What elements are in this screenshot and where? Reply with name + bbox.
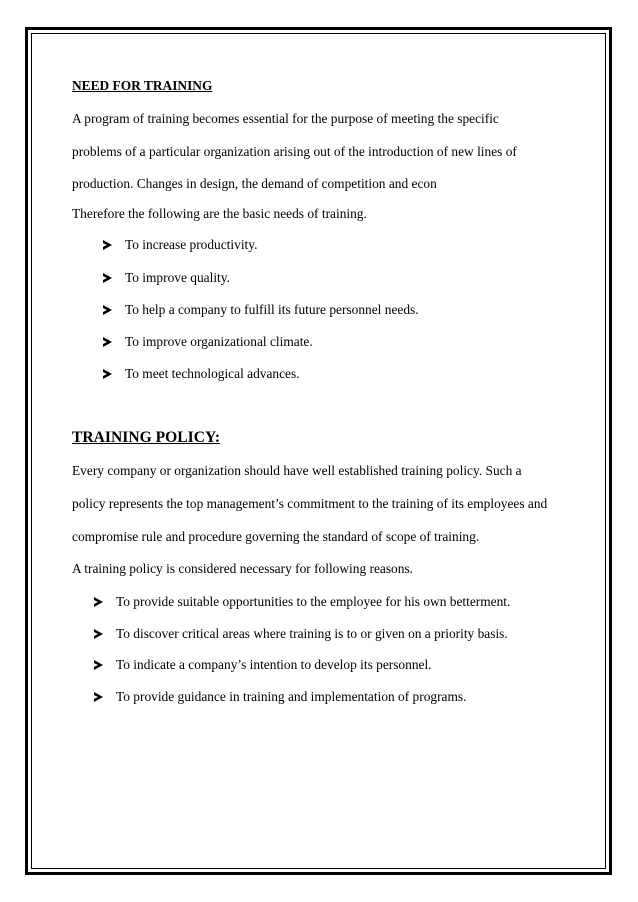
section-heading-need-for-training: NEED FOR TRAINING [72,78,213,93]
list-item [103,237,257,253]
section-heading-training-policy: TRAINING POLICY: [72,429,221,446]
arrow-bullet-icon [94,692,103,702]
list-item [94,626,508,642]
arrow-bullet-icon [103,240,112,250]
paragraph-line: Every company or organization should have well established training policy. Such a [72,463,522,478]
arrow-bullet-icon [103,337,112,347]
list-item [103,366,300,382]
paragraph-line: compromise rule and procedure governing the standard of scope of training. [72,529,480,544]
list-item-text: To help a company to fulfill its future personnel needs. [125,302,419,317]
list-item [94,594,510,610]
list-item-text: To provide guidance in training and implementation of programs. [116,689,467,704]
arrow-bullet-icon [103,273,112,283]
paragraph-line: A training policy is considered necessary for following reasons. [72,561,414,576]
list-item-text: To indicate a company’s intention to develop its personnel. [116,657,432,672]
list-item [103,334,313,350]
list-item-text: To discover critical areas where training is to or given on a priority basis. [116,626,508,641]
paragraph-line: Therefore the following are the basic needs of training. [72,206,367,221]
list-item-text: To meet technological advances. [125,366,300,381]
list-item [94,689,466,705]
arrow-bullet-icon [103,305,112,315]
list-item [103,302,419,318]
list-item [103,270,230,286]
paragraph-line: A program of training becomes essential for the purpose of meeting the specific [72,111,499,126]
arrow-bullet-icon [94,660,103,670]
paragraph-line: production. Changes in design, the demand of competition and econ [72,176,437,191]
list-item-text: To increase productivity. [125,237,258,252]
paragraph-line: problems of a particular organization arising out of the introduction of new lines of [72,144,517,159]
arrow-bullet-icon [94,597,103,607]
list-item-text: To provide suitable opportunities to the employee for his own betterment. [116,594,511,609]
paragraph-line: policy represents the top management’s commitment to the training of its employees and [72,496,548,511]
list-item [94,657,432,673]
arrow-bullet-icon [94,629,103,639]
arrow-bullet-icon [103,369,112,379]
list-item-text: To improve quality. [125,270,230,285]
list-item-text: To improve organizational climate. [125,334,313,349]
